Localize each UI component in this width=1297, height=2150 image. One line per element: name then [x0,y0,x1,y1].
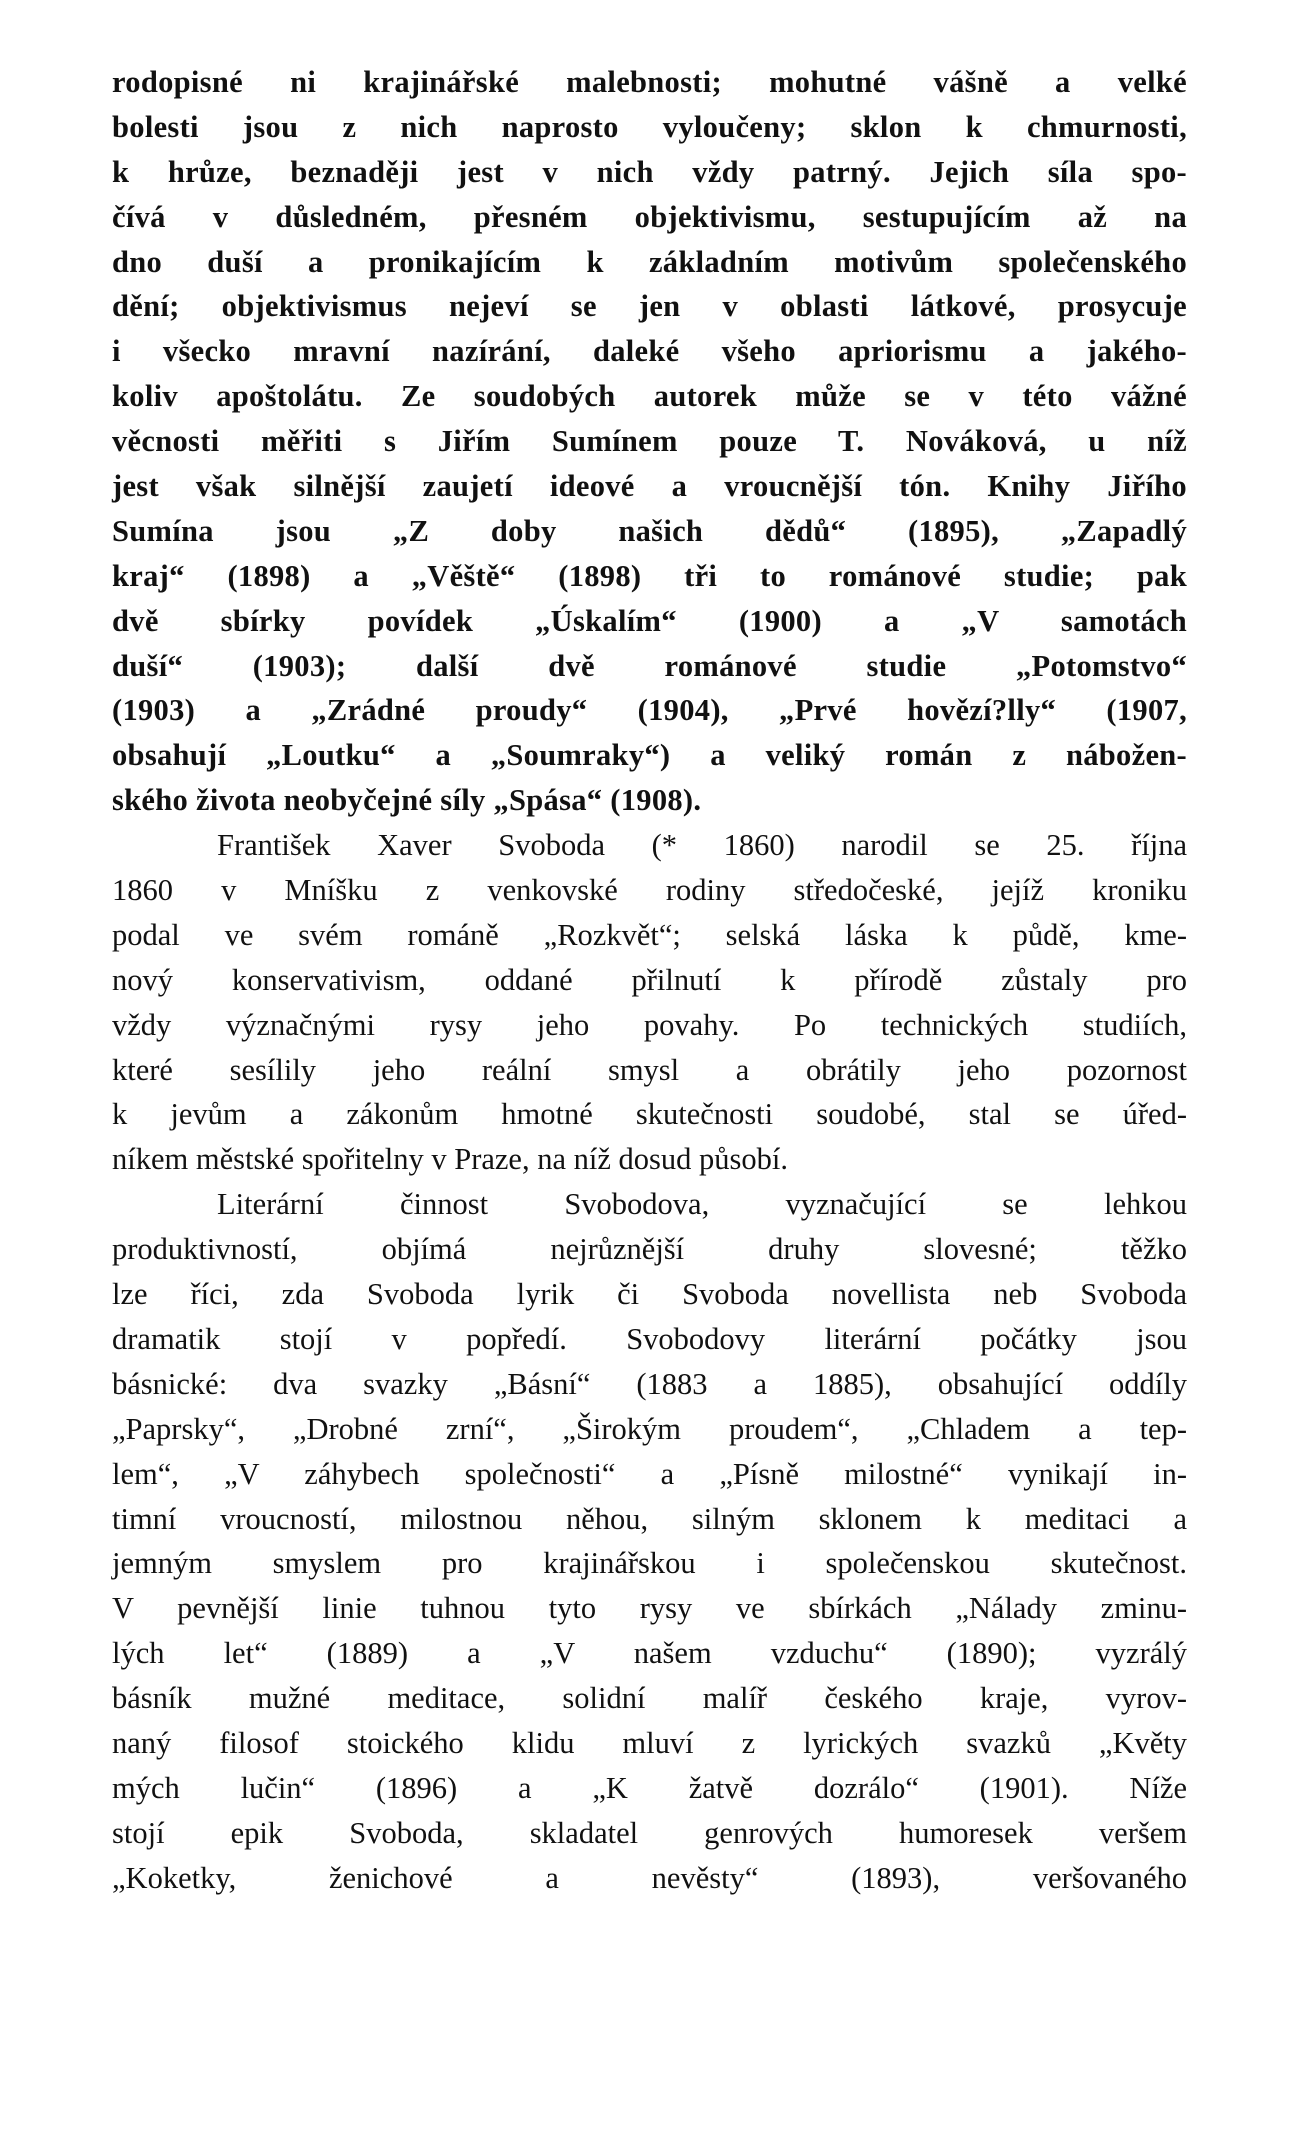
text-line: které sesílily jeho reální smysl a obrátily jeho pozornost [112,1052,1187,1087]
text-line: rodopisné ni krajinářské malebnosti; mohutné vášně a velké [112,65,1187,99]
text-line: níkem městské spořitelny v Praze, na níž dosud působí. [112,1142,788,1177]
text-line: básník mužné meditace, solidní malíř českého kraje, vyrov- [112,1681,1187,1716]
text-line: obsahují „Loutku“ a „Soumraky“) a veliký román z nábožen- [112,738,1187,773]
text-line: dno duší a pronikajícím k základním motivům společenského [112,244,1187,279]
text-line: ského života neobyčejné síly „Spása“ (1908). [112,783,702,818]
text-line: nový konservativism, oddané přilnutí k přírodě zůstaly pro [112,962,1187,997]
text-line: věcnosti měřiti s Jiřím Sumínem pouze T. Nováková, u níž [112,424,1187,459]
text-line: timní vroucností, milostnou něhou, silným sklonem k meditaci a [112,1501,1187,1536]
text-line: dění; objektivismus nejeví se jen v oblasti látkové, prosycuje [112,289,1187,324]
text-line: vždy význačnými rysy jeho povahy. Po technických studiích, [112,1007,1187,1042]
text-line: čívá v důsledném, přesném objektivismu, sestupujícím až na [112,199,1187,234]
text-line: mých lučin“ (1896) a „K žatvě dozrálo“ (1901). Níže [112,1770,1187,1805]
text-line: podal ve svém románě „Rozkvět“; selská láska k půdě, kme- [112,917,1187,952]
text-line: „Paprsky“, „Drobné zrní“, „Širokým proudem“, „Chladem a tep- [112,1411,1187,1446]
text-line: Literární činnost Svobodova, vyznačující se lehkou [217,1187,1187,1222]
text-line: dramatik stojí v popředí. Svobodovy literární počátky jsou [112,1321,1187,1356]
page-text [112,60,1187,1901]
text-line: duší“ (1903); další dvě románové studie „Potomstvo“ [112,648,1187,683]
text-line: i všecko mravní nazírání, daleké všeho apriorismu a jakého- [112,334,1187,369]
text-line: stojí epik Svoboda, skladatel genrových humoresek veršem [112,1815,1187,1850]
text-line: kraj“ (1898) a „Věště“ (1898) tři to románové studie; pak [112,558,1187,593]
text-line: lem“, „V záhybech společnosti“ a „Písně milostné“ vynikají in- [112,1456,1187,1491]
text-line: V pevnější linie tuhnou tyto rysy ve sbírkách „Nálady zminu- [112,1591,1187,1626]
text-line: jest však silnější zaujetí ideové a vroucnější tón. Knihy Jiřího [112,469,1187,504]
text-line: (1903) a „Zrádné proudy“ (1904), „Prvé hovězí?lly“ (1907, [112,693,1187,728]
text-line: bolesti jsou z nich naprosto vyloučeny; sklon k chmurnosti, [112,109,1187,144]
text-line: František Xaver Svoboda (* 1860) narodil se 25. října [217,828,1187,863]
text-line: produktivností, objímá nejrůznější druhy slovesné; těžko [112,1232,1187,1267]
text-line: 1860 v Mníšku z venkovské rodiny středočeské, jejíž kroniku [112,873,1187,908]
text-line: lze říci, zda Svoboda lyrik či Svoboda novellista neb Svoboda [112,1277,1187,1312]
text-line: jemným smyslem pro krajinářskou i společenskou skutečnost. [112,1546,1187,1581]
text-line: koliv apoštolátu. Ze soudobých autorek může se v této vážné [112,379,1187,414]
text-line: básnické: dva svazky „Básní“ (1883 a 1885), obsahující oddíly [112,1366,1187,1401]
text-line: naný filosof stoického klidu mluví z lyrických svazků „Květy [112,1725,1187,1760]
text-line: lých let“ (1889) a „V našem vzduchu“ (1890); vyzrálý [112,1636,1187,1671]
text-line: dvě sbírky povídek „Úskalím“ (1900) a „V samotách [112,603,1187,638]
text-line: k hrůze, beznaději jest v nich vždy patrný. Jejich síla spo- [112,154,1187,189]
text-line: Sumína jsou „Z doby našich dědů“ (1895), „Zapadlý [112,513,1187,548]
text-line: k jevům a zákonům hmotné skutečnosti soudobé, stal se úřed- [112,1097,1187,1132]
text-line: „Koketky, ženichové a nevěsty“ (1893), veršovaného [112,1860,1187,1895]
